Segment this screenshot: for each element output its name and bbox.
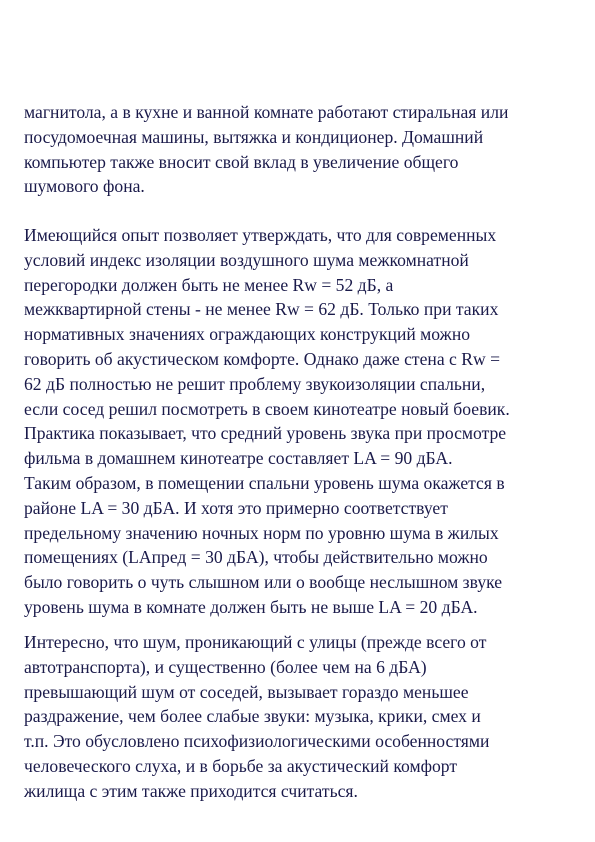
text-line: межквартирной стены - не менее Rw = 62 дБ. Только при таких xyxy=(24,299,499,320)
text-line: фильма в домашнем кинотеатре составляет LA = 90 дБА. xyxy=(24,448,453,469)
text-line: магнитола, а в кухне и ванной комнате работают стиральная или xyxy=(24,102,509,122)
paragraph-household-noise xyxy=(24,100,579,199)
text-line: Практика показывает, что средний уровень звука при просмотре xyxy=(24,423,507,444)
text-line: Таким образом, в помещении спальни уровень шума окажется в xyxy=(24,472,505,493)
text-line: перегородки должен быть не менее Rw = 52 дБ, а xyxy=(24,274,394,295)
text-line: если сосед решил посмотреть в своем кинотеатре новый боевик. xyxy=(24,398,510,419)
text-line: было говорить о чуть слышном или о вообще неслышном звуке xyxy=(24,572,503,593)
text-line: жилища с этим также приходится считаться. xyxy=(24,780,358,801)
text-line: районе LA = 30 дБА. И хотя это примерно соответствует xyxy=(24,497,448,518)
text-line: автотранспорта), и существенно (более чем на 6 дБА) xyxy=(24,656,427,677)
text-line: Интересно, что шум, проникающий с улицы (прежде всего от xyxy=(24,632,487,652)
text-line: помещениях (LAпред = 30 дБА), чтобы действительно можно xyxy=(24,547,488,568)
text-line: нормативных значениях ограждающих конструкций можно xyxy=(24,324,471,345)
text-line: шумового фона. xyxy=(24,176,145,197)
text-line: посудомоечная машины, вытяжка и кондиционер. Домашний xyxy=(24,126,484,147)
text-line: условий индекс изоляции воздушного шума межкомнатной xyxy=(24,249,469,270)
text-line: предельному значению ночных норм по уровню шума в жилых xyxy=(24,522,499,543)
text-line: Имеющийся опыт позволяет утверждать, что для современных xyxy=(24,225,497,245)
text-line: раздражение, чем более слабые звуки: музыка, крики, смех и xyxy=(24,706,481,727)
text-line: уровень шума в комнате должен быть не выше LA = 20 дБА. xyxy=(24,596,478,617)
paragraph-insulation-index xyxy=(24,223,579,620)
text-line: превышающий шум от соседей, вызывает гораздо меньшее xyxy=(24,681,469,702)
text-line: т.п. Это обусловлено психофизиологическими особенностями xyxy=(24,731,490,752)
text-line: говорить об акустическом комфорте. Однако даже стена с Rw = xyxy=(24,348,500,369)
paragraph-street-noise xyxy=(24,630,579,804)
text-line: человеческого слуха, и в борьбе за акустический комфорт xyxy=(24,755,458,776)
text-line: 62 дБ полностью не решит проблему звукоизоляции спальни, xyxy=(24,373,486,394)
text-line: компьютер также вносит свой вклад в увеличение общего xyxy=(24,151,459,172)
